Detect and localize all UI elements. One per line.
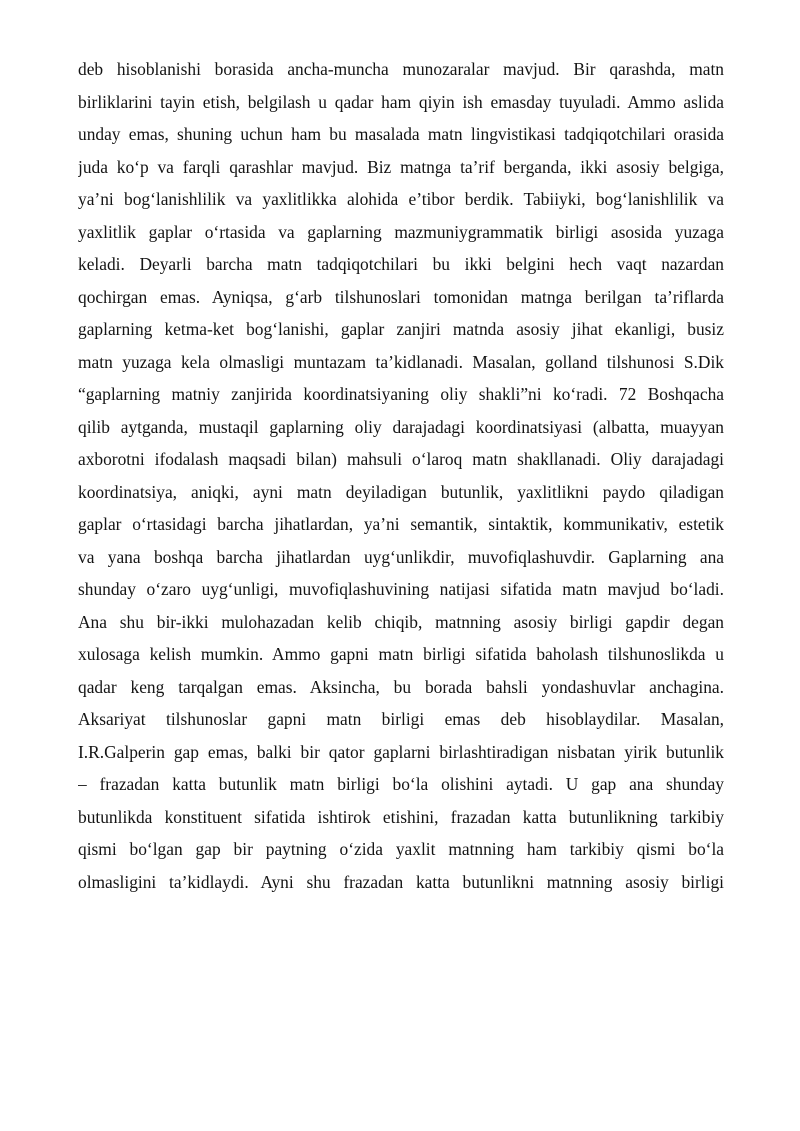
text-line: va yana boshqa barcha jihatlardan uyg‘unlikdir, muvofiqlashuvdir. Gaplarning ana [78, 546, 724, 567]
text-line: gaplarning ketma-ket bog‘lanishi, gaplar zanjiri matnda asosiy jihat ekanligi, busiz [78, 319, 724, 339]
text-line: olmasligini ta’kidlaydi. Ayni shu frazadan katta butunlikni matnning asosiy birligi [78, 871, 724, 892]
text-line: unday emas, shuning uchun ham bu masalada matn lingvistikasi tadqiqotchilari orasida [78, 124, 724, 144]
text-line: xulosaga kelish mumkin. Ammo gapni matn birligi sifatida baholash tilshunoslikda u [78, 644, 724, 664]
text-line: juda ko‘p va farqli qarashlar mavjud. Biz matnga ta’rif berganda, ikki asosiy belgiga, [78, 156, 724, 177]
text-line: gaplar o‘rtasidagi barcha jihatlardan, ya’ni semantik, sintaktik, kommunikativ, estetik [78, 514, 724, 534]
text-line: birliklarini tayin etish, belgilash u qadar ham qiyin ish emasday tuyuladi. Ammo aslida [78, 91, 724, 112]
text-line: qadar keng tarqalgan emas. Aksincha, bu borada bahsli yondashuvlar anchagina. [78, 676, 724, 697]
text-line: qochirgan emas. Ayniqsa, g‘arb tilshunoslari tomonidan matnga berilgan ta’riflarda [78, 286, 724, 307]
text-line: shunday o‘zaro uyg‘unligi, muvofiqlashuvining natijasi sifatida matn mavjud bo‘ladi. [78, 579, 724, 599]
text-line: yaxlitlik gaplar o‘rtasida va gaplarning mazmuniygrammatik birligi asosida yuzaga [78, 221, 724, 242]
text-line: Aksariyat tilshunoslar gapni matn birligi emas deb hisoblaydilar. Masalan, [78, 709, 724, 729]
text-line: qismi bo‘lgan gap bir paytning o‘zida yaxlit matnning ham tarkibiy qismi bo‘la [78, 839, 724, 859]
document-page [78, 53, 724, 898]
text-line: qilib aytganda, mustaqil gaplarning oliy darajadagi koordinatsiyasi (albatta, muayyan [78, 416, 724, 437]
text-line: I.R.Galperin gap emas, balki bir qator gaplarni birlashtiradigan nisbatan yirik butunlik [78, 741, 724, 762]
text-line: axborotni ifodalash maqsadi bilan) mahsuli o‘laroq matn shakllanadi. Oliy darajadagi [78, 449, 724, 469]
text-line: butunlikda konstituent sifatida ishtirok etishini, frazadan katta butunlikning tarkibiy [78, 806, 724, 827]
text-line: ya’ni bog‘lanishlilik va yaxlitlikka alohida e’tibor berdik. Tabiiyki, bog‘lanishlilik va [78, 189, 724, 209]
text-line: koordinatsiya, aniqki, ayni matn deyiladigan butunlik, yaxlitlikni paydo qiladigan [78, 481, 724, 502]
text-line: keladi. Deyarli barcha matn tadqiqotchilari bu ikki belgini hech vaqt nazardan [78, 254, 724, 274]
text-line: Ana shu bir-ikki mulohazadan kelib chiqib, matnning asosiy birligi gapdir degan [78, 611, 724, 632]
text-line: “gaplarning matniy zanjirida koordinatsiyaning oliy shakli”ni ko‘radi. 72 Boshqacha [78, 384, 724, 404]
text-line: – frazadan katta butunlik matn birligi bo‘la olishini aytadi. U gap ana shunday [78, 774, 724, 794]
text-line: matn yuzaga kela olmasligi muntazam ta’kidlanadi. Masalan, golland tilshunosi S.Dik [78, 351, 724, 372]
text-line: deb hisoblanishi borasida ancha-muncha munozaralar mavjud. Bir qarashda, matn [78, 59, 724, 79]
